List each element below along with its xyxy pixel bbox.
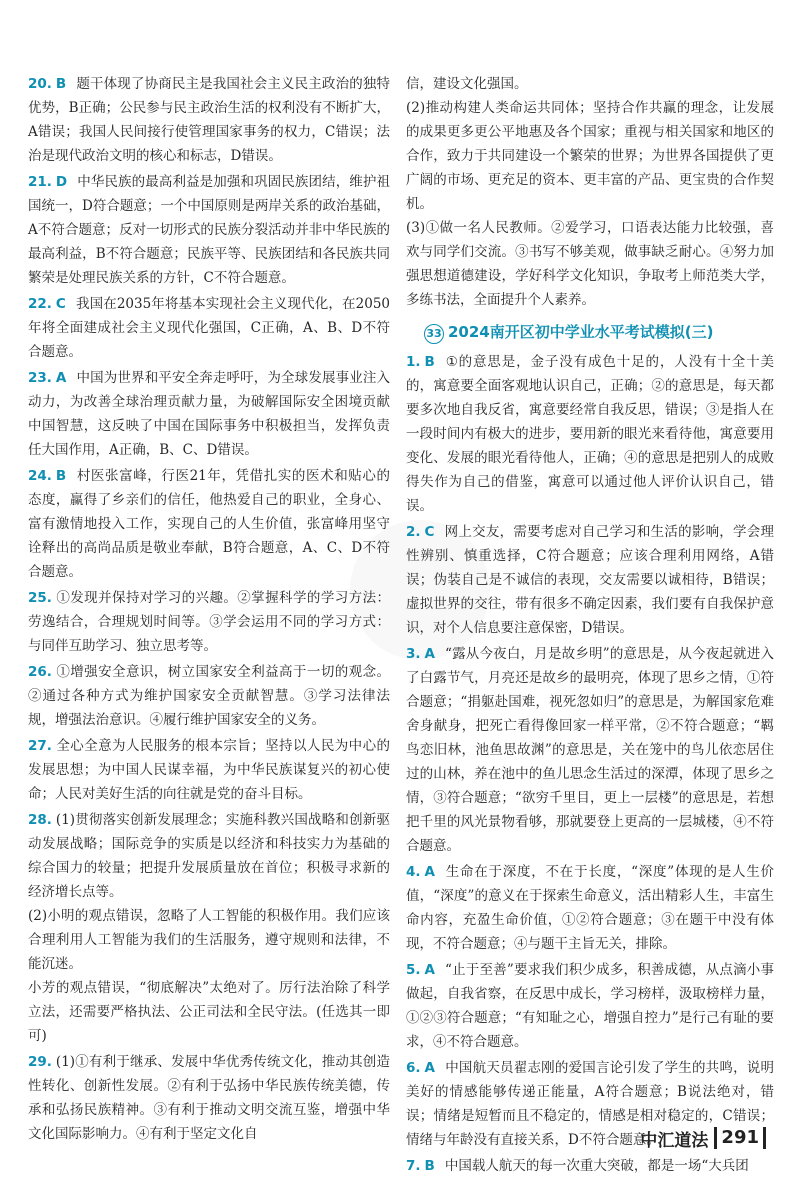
item-number: 28. xyxy=(28,812,52,828)
answer-item-4 xyxy=(406,860,774,956)
right-column xyxy=(406,72,774,1180)
item-number: 26. xyxy=(28,664,52,680)
item-number: 27. xyxy=(28,738,52,754)
item-number: 4. xyxy=(406,864,421,880)
item-answer: A xyxy=(424,1060,435,1076)
item-answer: C xyxy=(424,524,435,540)
answer-item-5 xyxy=(406,958,774,1054)
item-text: 网上交友，需要考虑对自己学习和生活的影响，学会理性辨别、慎重选择，C符合题意；应该合理利用网络，A错误；伪装自己是不诚信的表现，交友需要以诚相待，B错误；虚拟世界的交往，带有很多不确定因素，我们要有自我保护意识，对个人信息要注意保密，D错误。 xyxy=(406,524,774,636)
answer-item-26 xyxy=(28,660,390,732)
answer-item-27 xyxy=(28,734,390,806)
item-text: ①发现并保持对学习的兴趣。②掌握科学的学习方法：劳逸结合，合理规划时间等。③学会运用不同的学习方式：与同伴互助学习、独立思考等。 xyxy=(28,590,390,654)
item-text: 生命在于深度，不在于长度，“深度”体现的是人生价值，“深度”的意义在于探索生命意义，活出精彩人生，丰富生命内容，充盈生命价值，①②符合题意；③在题干中没有体现，不符合题意；④与题干主旨无关，排除。 xyxy=(406,864,774,952)
item-number: 22. xyxy=(28,296,52,312)
item-text: 全心全意为人民服务的根本宗旨；坚持以人民为中心的发展思想；为中国人民谋幸福，为中华民族谋复兴的初心使命；人民对美好生活的向往就是党的奋斗目标。 xyxy=(28,738,390,802)
answer-item-21 xyxy=(28,170,390,290)
section-title: 2024南开区初中学业水平考试模拟(三) xyxy=(448,323,714,341)
item-text: 中国为世界和平安全奔走呼吁，为全球发展事业注入动力，为改善全球治理贡献力量，为破解国际安全困境贡献中国智慧，这反映了中国在国际事务中积极担当，发挥负责任大国作用，A正确，B、C、D错误。 xyxy=(28,370,390,458)
item-number: 6. xyxy=(406,1060,421,1076)
continuation-para: 信，建设文化强国。 xyxy=(406,76,528,92)
item-answer: A xyxy=(424,864,435,880)
page-number: 291 xyxy=(714,1127,766,1149)
item-number: 23. xyxy=(28,370,52,386)
item-text: 村医张富峰，行医21年，凭借扎实的医术和贴心的态度，赢得了乡亲们的信任，他热爱自己的职业，全身心、富有激情地投入工作，实现自己的人生价值，张富峰用坚守诠释出的高尚品质是敬业奉献，B符合题意，A、C、D不符合题意。 xyxy=(28,468,390,580)
item-answer: B xyxy=(424,1158,435,1174)
item-number: 24. xyxy=(28,468,52,484)
section-number-badge: 33 xyxy=(424,324,444,344)
answer-item-20 xyxy=(28,72,390,168)
item-text: 中国航天员翟志刚的爱国言论引发了学生的共鸣，说明美好的情感能够传递正能量，A符合题意；B说法绝对，错误；情绪是短暂而且不稳定的，情感是相对稳定的，C错误；情绪与年龄没有直接关系，D不符合题意。 xyxy=(406,1060,774,1148)
item-text: ①增强安全意识，树立国家安全利益高于一切的观念。②通过各种方式为维护国家安全贡献智慧。③学习法律法规，增强法治意识。④履行维护国家安全的义务。 xyxy=(28,664,390,728)
item-number: 20. xyxy=(28,76,52,92)
continuation-para: (3)①做一名人民教师。②爱学习，口语表达能力比较强，喜欢与同学们交流。③书写不够美观，做事缺乏耐心。④努力加强思想道德建设，学好科学文化知识，争取考上师范类大学，多练书法，全面提升个人素养。 xyxy=(406,220,774,308)
answer-item-1 xyxy=(406,350,774,518)
item-text: 中华民族的最高利益是加强和巩固民族团结，维护祖国统一，D符合题意；一个中国原则是两岸关系的政治基础，A不符合题意；反对一切形式的民族分裂活动并非中华民族的最高利益，B不符合题意；民族平等、民族团结和各民族共同繁荣是处理民族关系的方针，C不符合题意。 xyxy=(28,174,390,286)
item-answer: B xyxy=(424,354,435,370)
answer-item-25 xyxy=(28,586,390,658)
answer-item-29 xyxy=(28,1050,390,1146)
item-answer: A xyxy=(424,962,435,978)
answer-item-2 xyxy=(406,520,774,640)
footer-brand: 中汇道法 xyxy=(640,1130,709,1151)
item-number: 25. xyxy=(28,590,52,606)
item-number: 5. xyxy=(406,962,421,978)
answer-item-23 xyxy=(28,366,390,462)
item-text: ①的意思是，金子没有成色十足的，人没有十全十美的，寓意要全面客观地认识自己，正确；②的意思是，每天都要多次地自我反省，寓意要经常自我反思，错误；③是指人在一段时间内有极大的进步，要用新的眼光来看待他，寓意要用变化、发展的眼光看待他人，正确；④的意思是把别人的成败得失作为自己的借鉴，寓意可以通过他人评价认识自己，错误。 xyxy=(406,354,774,514)
continuation-text xyxy=(406,72,774,312)
answer-item-3 xyxy=(406,642,774,858)
item-number: 21. xyxy=(28,174,52,190)
item-answer: D xyxy=(55,174,68,190)
item-text: 题干体现了协商民主是我国社会主义民主政治的独特优势，B正确；公民参与民主政治生活的权利没有不断扩大，A错误；我国人民间接行使管理国家事务的权力，C错误；法治是现代政治文明的核心和标志，D错误。 xyxy=(28,76,390,164)
item-text: “止于至善”要求我们积少成多，积善成德，从点滴小事做起，自我省察，在反思中成长，学习榜样，汲取榜样力量，①②③符合题意；“有知耻之心，增强自控力”是行己有耻的要求，④不符合题意。 xyxy=(406,962,774,1050)
item-text: 中国载人航天的每一次重大突破，都是一场“大兵团 xyxy=(444,1158,749,1174)
item-number: 1. xyxy=(406,354,421,370)
item-number: 2. xyxy=(406,524,421,540)
item-number: 29. xyxy=(28,1054,52,1070)
page-footer xyxy=(640,1124,766,1152)
item-text-part2: (2)小明的观点错误，忽略了人工智能的积极作用。我们应该合理利用人工智能为我们的生活服务，遵守规则和法律，不能沉迷。 xyxy=(28,908,390,972)
answer-item-28 xyxy=(28,808,390,1048)
section-heading xyxy=(406,318,774,346)
item-number: 7. xyxy=(406,1158,421,1174)
answer-item-24 xyxy=(28,464,390,584)
item-answer: B xyxy=(55,468,67,484)
item-text: (1)贯彻落实创新发展理念；实施科教兴国战略和创新驱动发展战略；国际竞争的实质是以经济和科技实力为基础的综合国力的较量；把提升发展质量放在首位；积极寻求新的经济增长点等。 xyxy=(28,812,390,900)
item-number: 3. xyxy=(406,646,421,662)
item-text-part3: 小芳的观点错误，“彻底解决”太绝对了。厉行法治除了科学立法，还需要严格执法、公正司法和全民守法。(任选其一即可) xyxy=(28,980,390,1044)
answer-item-22 xyxy=(28,292,390,364)
item-text: 我国在2035年将基本实现社会主义现代化，在2050年将全面建成社会主义现代化强国，C正确，A、B、D不符合题意。 xyxy=(28,296,390,360)
item-answer: A xyxy=(55,370,67,386)
left-column xyxy=(28,72,390,1148)
answer-item-7 xyxy=(406,1154,774,1178)
continuation-para: (2)推动构建人类命运共同体；坚持合作共赢的理念，让发展的成果更多更公平地惠及各个国家；重视与相关国家和地区的合作，致力于共同建设一个繁荣的世界；为世界各国提供了更广阔的市场、更充足的资本、更丰富的产品、更宝贵的合作契机。 xyxy=(406,100,774,212)
item-text: (1)①有利于继承、发展中华优秀传统文化，推动其创造性转化、创新性发展。②有利于弘扬中华民族传统美德，传承和弘扬民族精神。③有利于推动文明交流互鉴，增强中华文化国际影响力。④有利于坚定文化自 xyxy=(28,1054,390,1142)
item-answer: B xyxy=(55,76,67,92)
item-answer: A xyxy=(424,646,435,662)
item-answer: C xyxy=(55,296,66,312)
item-text: “露从今夜白，月是故乡明”的意思是，从今夜起就进入了白露节气，月亮还是故乡的最明亮，体现了思乡之情，①符合题意；“捐躯赴国难，视死忽如归”的意思是，为解国家危难舍身献身，把死亡看得像回家一样平常，②不符合题意；“羁鸟恋旧林，池鱼思故渊”的意思是，关在笼中的鸟儿依恋居住过的山林，养在池中的鱼儿思念生活过的深潭，体现了思乡之情，③符合题意；“欲穷千里目，更上一层楼”的意思是，若想把千里的风光景物看够，那就要登上更高的一层城楼，④不符合题意。 xyxy=(406,646,774,854)
